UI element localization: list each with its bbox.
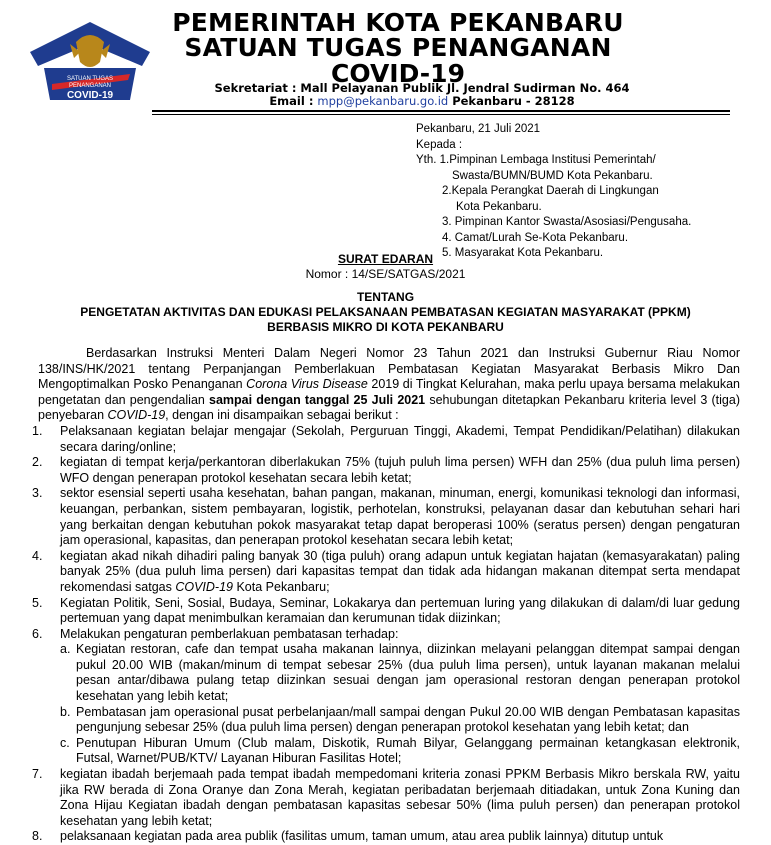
subject-line-2: BERBASIS MIKRO DI KOTA PEKANBARU	[267, 320, 504, 334]
satgas-logo	[30, 22, 150, 106]
letterhead-line-3: COVID-19	[331, 59, 465, 88]
recipient-4: 4. Camat/Lurah Se-Kota Pekanbaru.	[442, 231, 629, 244]
logo-text-3: COVID-19	[66, 90, 114, 101]
list-item: 3. sektor esensial seperti usaha kesehatan, bahan pangan, makanan, minuman, energi, komunikasi teknologi dan informasi, keuangan, perbankan, sistem pembayaran, logistik, perhotelan, konstruksi, pelayanan dasar dan kebutuhan sehari hari yang berkaitan dengan kebutuhan pokok masyarakat tetap dapat beroperasi 100% (seratus persen) dengan pengaturan jam operasional, kapasitas, dan penerapan protokol kesehatan secara lebih ketat;	[32, 486, 740, 548]
tentang-label: TENTANG	[356, 290, 415, 304]
letterhead-line-2: SATUAN TUGAS PENANGANAN	[184, 33, 612, 62]
letter-body	[32, 346, 740, 845]
list-item: 4. kegiatan akad nikah dihadiri paling banyak 30 (tiga puluh) orang adapun untuk kegiatan hajatan (kemasyarakatan) paling banyak 25% (dua puluh lima persen) dari kapasitas tempat dan tidak ada hidangan makanan ditempat serta mendapat rekomendasi satgas COVID-19 Kota Pekanbaru;	[32, 548, 740, 594]
surat-nomor: Nomor : 14/SE/SATGAS/2021	[305, 267, 466, 281]
intro-paragraph: Berdasarkan Instruksi Menteri Dalam Negeri Nomor 23 Tahun 2021 dan Instruksi Gubernur Riau Nomor 138/INS/HK/2021 tentang Perpanjangan Pemberlakuan Pembatasan Kegiatan Masyarakat Berbasis Mikro Dan Mengoptimalkan Posko Penanganan Corona Virus Disease 2019 di Tingkat Kelurahan, maka perlu upaya bersama melakukan pengetatan dan pengendalian sampai dengan tanggal 25 Juli 2021 sehubungan ditetapkan Pekanbaru kriteria level 3 (tiga) penyebaran COVID-19, dengan ini disampaikan sebagai berikut :	[38, 346, 740, 423]
kepada-label: Kepada :	[416, 138, 463, 151]
instruction-list	[32, 423, 740, 845]
subject-line-1: PENGETATAN AKTIVITAS DAN EDUKASI PELAKSANAAN PEMBATASAN KEGIATAN MASYARAKAT (PPKM)	[80, 305, 691, 319]
city-zip: Pekanbaru - 28128	[448, 94, 575, 108]
logo-text-1: SATUAN TUGAS	[66, 76, 114, 82]
list-item: 6. Melakukan pengaturan pemberlakuan pembatasan terhadap: a. Kegiatan restoran, cafe dan tempat usaha makanan lainnya, diizinkan melayani pelanggan ditempat sampai dengan pukul 20.00 WIB (makan/minum di tempat sebesar 25% (dua puluh lima persen), untuk layanan makanan melalui pesan antar/dibawa pulang tetap diizinkan sesuai dengan jam operasional restoran dengan penerapan protokol kesehatan yang lebih ketat; b. Pembatasan jam operasional pusat perbelanjaan/mall sampai dengan Pukul 20.00 WIB dengan Pembatasan kapasitas pengunjung sebesar 25% (dua puluh lima persen) dengan penerapan protokol kesehatan yang lebih ketat; dan c. Penutupan Hiburan Umum (Club malam, Diskotik, Rumah Bilyar, Gelanggang permainan ketangkasan elektronik, Futsal, Warnet/PUB/KTV/ Layanan Hiburan Fasilitas Hotel;	[32, 626, 740, 766]
email-label: Email :	[269, 94, 318, 108]
address-line: Sekretariat : Mall Pelayanan Publik Jl. Jendral Sudirman No. 464	[214, 81, 630, 95]
list-item: 5. Kegiatan Politik, Seni, Sosial, Budaya, Seminar, Lokakarya dan pertemuan luring yang dilakukan di dalam/di luar gedung pertemuan yang dapat menimbulkan keramaian dan kerumunan tidak diizinkan;	[32, 595, 740, 626]
email-line	[212, 95, 632, 108]
logo-text-2: PENANGANAN	[68, 83, 112, 89]
list-item: 8. pelaksanaan kegiatan pada area publik (fasilitas umum, taman umum, atau area publik lainnya) ditutup untuk	[32, 829, 664, 844]
destination-block	[416, 122, 691, 262]
header-rule-thick	[152, 110, 730, 112]
sub-list-item: b. Pembatasan jam operasional pusat perbelanjaan/mall sampai dengan Pukul 20.00 WIB dengan Pembatasan kapasitas pengunjung sebesar 25% (dua puluh lima persen) dengan penerapan protokol kesehatan yang lebih ketat; dan	[60, 704, 740, 735]
list-item: 7. kegiatan ibadah berjemaah pada tempat ibadah mempedomani kriteria zonasi PPKM Berbasis Mikro berskala RW, yaitu jika RW berada di Zona Oranye dan Zona Merah, kegiatan peribadatan berjemaah ditiadakan, untuk Zona Kuning dan Zona Hijau Kegiatan ibadah dengan pembatasan kapasitas sebesar 50% (lima puluh persen) dan penerapan protokol kesehatan yang lebih ketat;	[32, 767, 740, 828]
sub-list	[60, 642, 740, 767]
letterhead-address	[212, 82, 632, 108]
logo-emblem-garuda-icon	[76, 35, 104, 67]
sub-list-item: c. Penutupan Hiburan Umum (Club malam, Diskotik, Rumah Bilyar, Gelanggang permainan ketangkasan elektronik, Futsal, Warnet/PUB/KTV/ Layanan Hiburan Fasilitas Hotel;	[60, 735, 740, 766]
recipient-3: 3. Pimpinan Kantor Swasta/Asosiasi/Pengusaha.	[442, 216, 692, 228]
recipient-1: Yth. 1.Pimpinan Lembaga Institusi Pemerintah/	[416, 154, 656, 166]
recipient-2-cont: Kota Pekanbaru.	[456, 200, 542, 213]
list-item: 1. Pelaksanaan kegiatan belajar mengajar (Sekolah, Perguruan Tinggi, Akademi, Tempat Pendidikan/Pelatihan) dilakukan secara daring/online;	[32, 423, 740, 454]
header-rule-thin	[152, 114, 730, 115]
email-link[interactable]: mpp@pekanbaru.go.id	[317, 94, 449, 108]
letter-date: Pekanbaru, 21 Juli 2021	[416, 123, 541, 135]
recipient-1-cont: Swasta/BUMN/BUMD Kota Pekanbaru.	[452, 169, 653, 182]
surat-edaran-title: SURAT EDARAN	[337, 252, 434, 266]
sub-list-item: a. Kegiatan restoran, cafe dan tempat usaha makanan lainnya, diizinkan melayani pelanggan ditempat sampai dengan pukul 20.00 WIB (makan/minum di tempat sebesar 25% (dua puluh lima persen), untuk layanan makanan melalui pesan antar/dibawa pulang tetap diizinkan sesuai dengan jam operasional restoran dengan penerapan protokol kesehatan yang lebih ketat;	[60, 642, 740, 704]
letterhead-line-1: PEMERINTAH KOTA PEKANBARU	[172, 8, 624, 37]
recipient-2: 2.Kepala Perangkat Daerah di Lingkungan	[442, 185, 659, 197]
recipient-5: 5. Masyarakat Kota Pekanbaru.	[442, 247, 604, 259]
letterhead	[158, 10, 638, 87]
list-item: 2. kegiatan di tempat kerja/perkantoran diberlakukan 75% (tujuh puluh lima persen) WFH dan 25% (dua puluh lima persen) WFO dengan penerapan protokol kesehatan secara lebih ketat;	[32, 455, 740, 485]
